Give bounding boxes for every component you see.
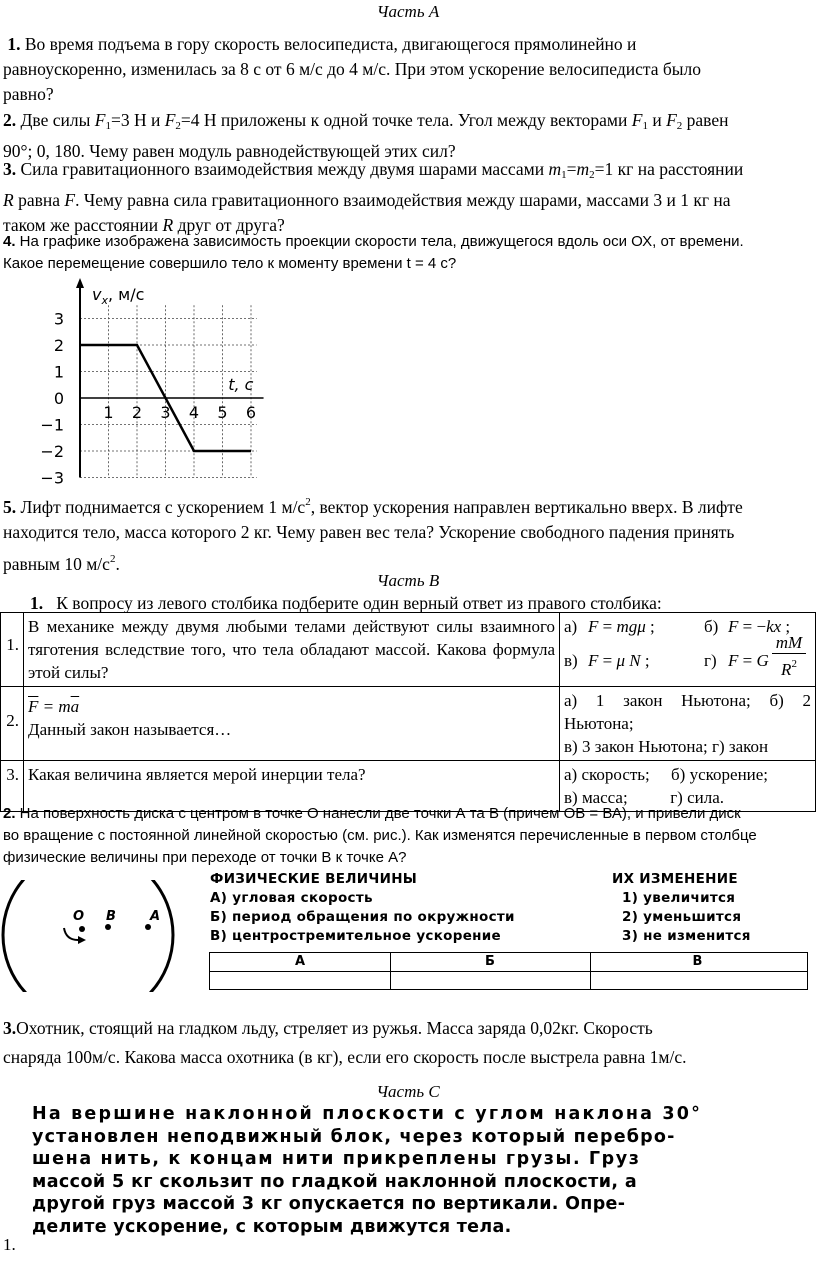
var-m: m [576, 159, 590, 179]
answer-table [209, 952, 808, 990]
row-number: 2. [1, 687, 24, 761]
var-F: F [631, 110, 643, 130]
y-axis-label: $v_x$, м/с [92, 285, 145, 307]
y-tick-label: −2 [40, 442, 64, 461]
part-b-title: Часть В [376, 571, 440, 590]
point-a [145, 924, 151, 930]
problem-line: шена нить, к концам нити прикреплены грузы. Груз [32, 1149, 641, 1169]
x-axis-label: t, с [228, 375, 254, 394]
gravity-fraction: mM $R^2$ [770, 633, 808, 680]
var-F: F [666, 110, 677, 130]
subscript: 1 [642, 120, 648, 132]
question-text: На графике изображена зависимость проекции скорости тела, движущегося вдоль оси ОХ, от времени. [15, 233, 744, 250]
question-b2 [3, 803, 815, 869]
subscript: 1 [105, 120, 111, 132]
question-text: физические величины при переходе от точки В к точке А? [3, 849, 407, 866]
subscript: 2 [676, 120, 683, 132]
disk-figure [0, 880, 180, 992]
problem-line: другой груз массой 3 кг опускается по вертикали. Опре- [32, 1194, 626, 1214]
answer-label: г) [704, 651, 717, 670]
problem-c1 [32, 1103, 812, 1238]
question-text: =4 Н приложены к одной точке тела. Угол между векторами [180, 110, 632, 130]
row-number: 3. [1, 761, 24, 812]
x-tick-label: 6 [245, 403, 257, 422]
row-number: 1. [1, 613, 24, 687]
problem-line: делите ускорение, с которым движутся тела. [32, 1216, 512, 1237]
table-row [1, 687, 816, 761]
question-text: Какое перемещение совершило тело к моменту времени t = 4 с? [3, 255, 457, 272]
question-a4 [3, 231, 815, 275]
var-F: F [94, 110, 106, 130]
rotation-arrow-head [78, 936, 86, 944]
subscript: 1 [561, 169, 567, 181]
question-text: во вращение с постоянной линейной скоростью (см. рис.). Как изменятся перечисленные в первом столбце [3, 827, 757, 844]
answer-label: в) [564, 651, 578, 670]
x-tick-label: 5 [217, 403, 228, 422]
question-text: =3 Н и [110, 110, 165, 130]
answer-col-v: В [692, 954, 703, 969]
newton-second-law-formula: $\overline{F} = m\overline{a}$ [28, 697, 80, 716]
y-tick-label: 0 [53, 389, 64, 408]
disk-circle [3, 880, 173, 992]
var-F: F [164, 110, 176, 130]
change-item: 2) уменьшится [622, 909, 742, 925]
changes-header: ИХ ИЗМЕНЕНИЕ [612, 871, 738, 887]
y-tick-label: −1 [40, 415, 64, 435]
var-m: m [548, 159, 562, 179]
answer-text: в) 3 закон Ньютона; г) закон [564, 737, 769, 756]
matching-table [0, 612, 816, 812]
question-number: 2. [3, 805, 16, 822]
superscript: 2 [305, 496, 311, 508]
problem-line: массой 5 кг скользит по гладкой наклонной плоскости, а [32, 1171, 638, 1192]
question-text: друг от друга? [173, 215, 285, 235]
formula-gravity: F = G [728, 651, 769, 670]
y-tick-label: 2 [53, 336, 64, 355]
change-item: 1) увеличится [622, 890, 736, 906]
question-text: К вопросу из левого столбика подберите один верный ответ из правого столбика: [56, 593, 662, 613]
question-text: и [647, 110, 667, 130]
subscript: 2 [175, 120, 181, 132]
question-text: , вектор ускорения направлен вертикально вверх. В лифте [310, 497, 743, 517]
x-tick-label: 3 [160, 403, 171, 422]
question-text: снаряда 100м/с. Какова масса охотника (в кг), если его скорость после выстрела равна 1м/с. [3, 1047, 687, 1067]
question-text: . [115, 554, 120, 574]
part-c-title: Часть С [376, 1082, 440, 1101]
y-tick-label: 1 [53, 362, 64, 382]
formula-fmgmu: F = mgμ ; [588, 617, 655, 636]
problem-c1-number: 1. [3, 1235, 16, 1254]
subscript: 2 [589, 169, 595, 181]
question-text: Лифт поднимается с ускорением 1 м/с [16, 497, 306, 517]
x-tick-label: 1 [103, 403, 114, 422]
y-axis-arrow [76, 278, 84, 288]
question-a1 [3, 32, 815, 107]
label-b: B [106, 909, 116, 924]
chart-labels [92, 285, 254, 394]
question-b3 [3, 1016, 815, 1070]
question-number: 1. [7, 34, 21, 54]
question-text: Охотник, стоящий на гладком льду, стреляет из ружья. Масса заряда 0,02кг. Скорость [16, 1018, 653, 1038]
equals: = [566, 159, 577, 179]
question-number: 3. [3, 1018, 17, 1038]
question-text: =1 кг на расстоянии [594, 159, 744, 179]
answer-text: а) скорость; б) ускорение; [564, 765, 769, 784]
question-text: 90°; 0, 180. Чему равен модуль равнодействующей этих сил? [3, 141, 456, 161]
var-F: F [64, 190, 76, 210]
question-text: таком же расстоянии [3, 215, 163, 235]
answer-text: а) 1 закон Ньютона; б) 2 Ньютона; [564, 691, 811, 733]
question-a2 [3, 108, 815, 164]
problem-line: установлен неподвижный блок, через который перебро- [32, 1126, 676, 1147]
question-text: равен [682, 110, 729, 130]
label-o: O [73, 909, 85, 924]
y-tick-label: −3 [40, 468, 64, 488]
superscript: 2 [109, 553, 116, 565]
question-text: равно? [3, 84, 54, 104]
question-number: 2. [3, 110, 17, 130]
question-text: . Чему равна сила гравитационного взаимодействия между шарами, массами 3 и 1 кг на [75, 190, 731, 210]
quantities-list [210, 870, 515, 946]
question-text: Во время подъема в гору скорость велосипедиста, двигающегося прямолинейно и [20, 34, 637, 54]
question-cell: Какая величина является мерой инерции тела? [24, 761, 560, 812]
y-tick-label: 3 [53, 309, 64, 329]
question-a3 [3, 157, 815, 238]
question-text: Сила гравитационного взаимодействия между двумя шарами массами [16, 159, 549, 179]
question-number: 3. [3, 159, 17, 179]
point-b [105, 924, 111, 930]
answer-cell [560, 613, 816, 687]
answer-text: в) масса; г) сила. [564, 788, 724, 807]
rotation-arrow [64, 928, 78, 940]
change-item: 3) не изменится [622, 928, 751, 944]
question-number: 1. [30, 593, 44, 613]
point-o [79, 926, 85, 932]
question-text: находится тело, масса которого 2 кг. Чему равен вес тела? Ускорение свободного падения принять [3, 522, 735, 542]
answer-col-b: Б [485, 954, 495, 969]
velocity-time-graph [40, 278, 280, 490]
question-text: На поверхность диска с центром в точке О нанесли две точки А та В (причем ОВ = ВА), и привели диск [15, 805, 741, 822]
question-text: Две силы [16, 110, 95, 130]
question-text: равным 10 м/с [3, 554, 110, 574]
question-cell [24, 687, 560, 761]
answer-cell [560, 687, 816, 761]
formula-friction: F = μ N ; [588, 651, 650, 670]
question-number: 5. [3, 497, 17, 517]
table-row [1, 613, 816, 687]
quantity-item: В) центростремительное ускорение [210, 928, 502, 944]
answer-label: а) [564, 617, 578, 636]
quantity-item: Б) период обращения по окружности [210, 909, 515, 925]
quantities-header: ФИЗИЧЕСКИЕ ВЕЛИЧИНЫ [210, 871, 418, 887]
question-a5 [3, 490, 815, 577]
label-a: A [150, 909, 161, 924]
formula-hooke: F = −kx ; [728, 617, 791, 636]
question-cell: В механике между двумя любыми телами действуют силы взаимного тяготения вследствие того, что тела обладают массой. Какова формула этой силы? [24, 613, 560, 687]
question-text: равноускоренно, изменилась за 8 с от 6 м/с до 4 м/с. При этом ускорение велосипедиста было [3, 59, 702, 79]
quantity-item: А) угловая скорость [210, 890, 373, 906]
part-a-title: Часть А [376, 2, 440, 21]
changes-list [612, 870, 751, 946]
x-tick-label: 2 [131, 403, 143, 422]
question-number: 4. [3, 233, 16, 250]
var-R: R [162, 215, 174, 235]
x-tick-label: 4 [188, 403, 200, 422]
var-R: R [3, 190, 14, 210]
answer-label: б) [704, 617, 719, 636]
question-text: Данный закон называется… [28, 720, 232, 739]
answer-col-a: А [294, 954, 306, 969]
problem-line: На вершине наклонной плоскости с углом наклона 30° [32, 1104, 703, 1124]
question-text: равна [13, 190, 65, 210]
